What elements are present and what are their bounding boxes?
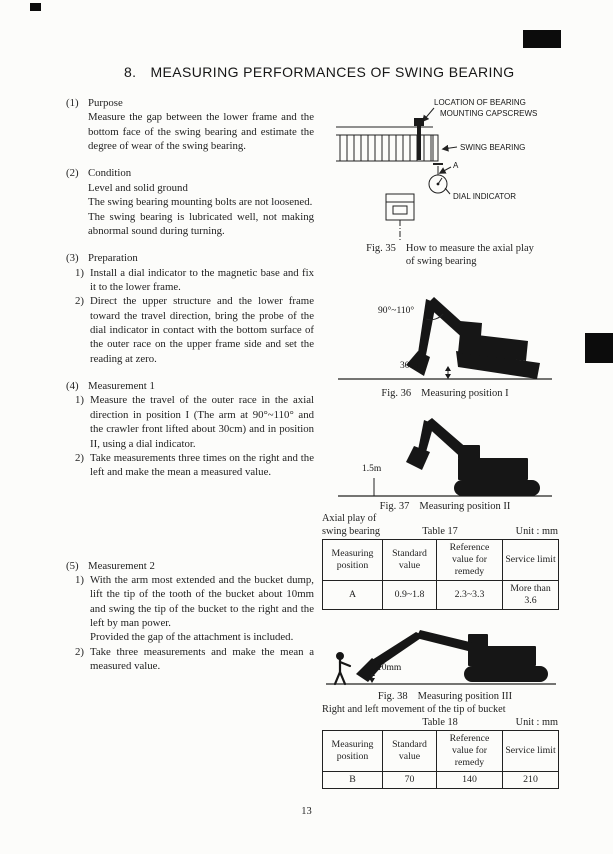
cell-reference-value: 2.3~3.3 [437, 580, 503, 609]
list-item [66, 573, 314, 645]
caption-line: How to measure the axial play [405, 243, 534, 254]
table-17-precaption-line2: swing bearing [322, 526, 381, 537]
section-heading: Measurement 2 [88, 559, 155, 572]
figure-number: Fig. 38 [377, 691, 408, 702]
column-header: Standard value [383, 540, 437, 581]
item-number: 2) [75, 295, 84, 308]
page-number: 13 [301, 806, 312, 817]
cell-measuring-position: A [323, 580, 383, 609]
column-header: Measuring position [323, 731, 383, 772]
paragraph: Level and solid ground [88, 181, 188, 194]
section-number: (5) [66, 559, 79, 572]
column-header: Service limit [503, 731, 559, 772]
section-heading: Purpose [88, 97, 123, 109]
figure-38-position-3 [322, 606, 560, 688]
item-number: 1) [75, 266, 84, 279]
caption-text: Measuring position I [421, 388, 509, 399]
section-heading: Preparation [88, 252, 138, 265]
figure-37-position-2 [330, 400, 560, 500]
figure-36-caption [330, 388, 560, 401]
item-note: Provided the gap of the attachment is included. [90, 631, 294, 644]
table-18-precaption: Right and left movement of the tip of bucket [322, 704, 506, 715]
label-lift-gap: 10mm [377, 663, 402, 673]
cell-standard-value: 70 [383, 771, 437, 788]
table-17-label: Table 17 [422, 526, 458, 537]
figure-number: Fig. 35 [366, 243, 396, 254]
column-header: Standard value [383, 731, 437, 772]
excavator-drawing-position-1 [330, 275, 560, 387]
list-item [66, 393, 314, 450]
table-18-unit: Unit : mm [515, 717, 558, 728]
figure-35-schematic [330, 96, 562, 242]
paragraph: Measure the gap between the lower frame and the bottom face of the swing bearing and estimate the degree of wear of the swing bearing. [88, 111, 314, 153]
table-row [323, 771, 559, 788]
text-column [66, 96, 314, 687]
item-text: With the arm most extended and the bucket dump, lift the tip of the tooth of the bucket about 10mm and swing the tip of the bucket to the right and the left by man power. [90, 573, 314, 630]
paragraph: The swing bearing mounting bolts are not loosened. [88, 196, 313, 209]
table-17-unit: Unit : mm [515, 526, 558, 537]
item-text: Take three measurements and make the mean a measured value. [90, 645, 314, 673]
table-18-caption-row [322, 717, 558, 728]
section-number: (1) [66, 97, 79, 109]
section-heading: Measurement 1 [88, 380, 155, 393]
table-row [323, 580, 559, 609]
label-lift-height: 30cm [400, 361, 422, 371]
scan-mark-top-right [523, 30, 561, 48]
section-measurement-2 [66, 559, 314, 674]
section-number: (4) [66, 380, 79, 393]
figure-number: Fig. 37 [379, 501, 410, 512]
figure-36-position-1 [330, 275, 560, 387]
figure-37-caption [330, 501, 560, 514]
item-number: 1) [75, 394, 84, 407]
list-item [66, 266, 314, 295]
figure-38-caption [330, 691, 560, 704]
label-point-a: A [453, 161, 459, 170]
cell-standard-value: 0.9~1.8 [383, 580, 437, 609]
page-title [124, 64, 515, 80]
caption-line: of swing bearing [405, 255, 477, 267]
figure-number: Fig. 36 [381, 388, 412, 399]
section-heading: Condition [88, 167, 132, 180]
excavator-drawing-position-3 [322, 606, 560, 688]
section-number: (2) [66, 167, 79, 180]
label-swing-bearing: SWING BEARING [460, 143, 526, 152]
section-no: 8. [124, 64, 137, 80]
label-capscrews-line2: MOUNTING CAPSCREWS [440, 109, 538, 118]
caption-text: Measuring position II [419, 501, 511, 512]
column-header: Reference value for remedy [437, 731, 503, 772]
label-capscrews-line1: LOCATION OF BEARING [434, 98, 526, 107]
caption-text: Measuring position III [417, 691, 513, 702]
column-header: Service limit [503, 540, 559, 581]
table-17-caption-row [322, 526, 558, 537]
table-17-precaption-line1: Axial play of [322, 513, 377, 524]
section-condition [66, 166, 314, 238]
item-text: Take measurements three times on the right and the left and make the mean a measured value. [90, 451, 314, 479]
item-number: 1) [75, 573, 84, 586]
item-text: Measure the travel of the outer race in the axial direction in position I (The arm at 90°~110° and the crawler front lifted about 30cm) and in position II, using a dial indicator. [90, 394, 314, 450]
section-measurement-1 [66, 379, 314, 480]
item-number: 2) [75, 451, 84, 464]
cell-reference-value: 140 [437, 771, 503, 788]
figure-35-caption [340, 243, 560, 268]
scan-mark-top-left [30, 3, 41, 11]
item-text: Direct the upper structure and the lower frame toward the travel direction, bring the probe of the dial indicator in contact with the bottom surface of the outer race on the upper frame side and set the reading at zero. [90, 295, 314, 365]
section-preparation [66, 251, 314, 366]
list-item [66, 451, 314, 480]
cell-measuring-position: B [323, 771, 383, 788]
table-18 [322, 730, 559, 789]
section-title-text: MEASURING PERFORMANCES OF SWING BEARING [150, 64, 515, 80]
paragraph: The swing bearing is lubricated well, not making abnormal sound during turning. [88, 210, 314, 237]
spacer [322, 717, 422, 728]
label-arm-angle: 90°~110° [378, 306, 415, 316]
column-header: Reference value for remedy [437, 540, 503, 581]
list-item [66, 294, 314, 366]
section-number: (3) [66, 252, 79, 265]
column-header: Measuring position [323, 540, 383, 581]
person-figure [335, 653, 350, 685]
label-bucket-height: 1.5m [362, 464, 382, 474]
list-item [66, 645, 314, 674]
page-edge-tab [585, 333, 613, 363]
label-dial-indicator: DIAL INDICATOR [453, 192, 516, 201]
item-number: 2) [75, 645, 84, 658]
section-purpose [66, 96, 314, 153]
item-text: Install a dial indicator to the magnetic base and fix it to the lower frame. [90, 266, 314, 293]
cell-service-limit: 210 [503, 771, 559, 788]
cell-service-limit: More than 3.6 [503, 580, 559, 609]
table-18-label: Table 18 [422, 717, 458, 728]
excavator-drawing-position-2 [330, 400, 560, 500]
table-17 [322, 539, 559, 610]
